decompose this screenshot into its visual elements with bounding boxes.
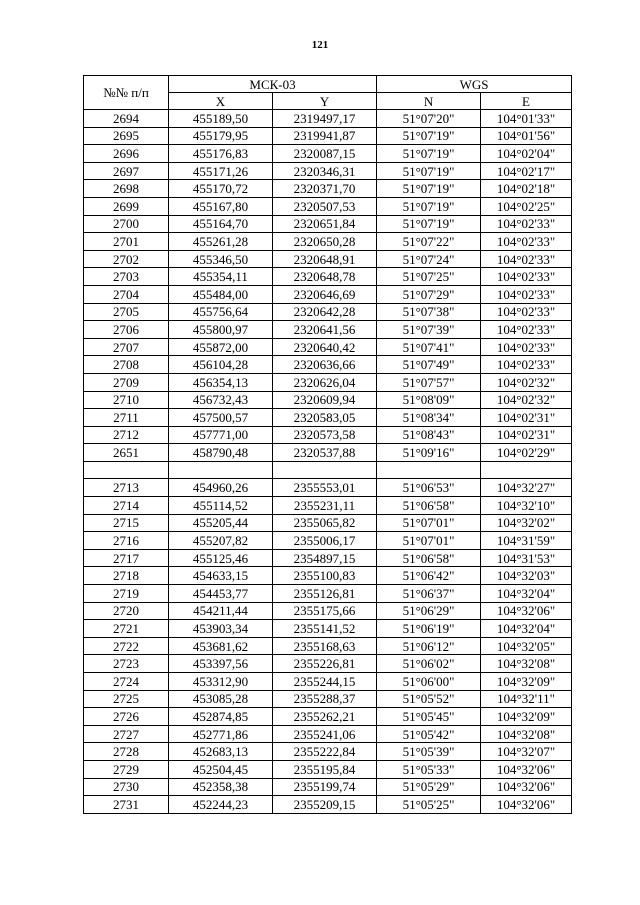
cell-e: 104°02'32": [481, 373, 572, 391]
cell-e: 104°02'33": [481, 233, 572, 251]
cell-number: 2700: [84, 215, 169, 233]
cell-n: 51°07'19": [377, 162, 481, 180]
cell-x: 453397,56: [169, 655, 273, 673]
table-row: [84, 602, 572, 620]
cell-e: 104°32'07": [481, 743, 572, 761]
cell-y: 2355262,21: [273, 708, 377, 726]
cell-e: 104°32'06": [481, 796, 572, 814]
cell-n: 51°07'22": [377, 233, 481, 251]
cell-number: 2697: [84, 162, 169, 180]
header-e: E: [481, 93, 572, 110]
cell-y: 2355199,74: [273, 778, 377, 796]
table-row: [84, 321, 572, 339]
cell-n: 51°07'38": [377, 303, 481, 321]
table-row: [84, 637, 572, 655]
cell-x: 454960,26: [169, 479, 273, 497]
cell-n: 51°07'24": [377, 250, 481, 268]
cell-y: 2320537,88: [273, 444, 377, 462]
cell-e: 104°02'33": [481, 321, 572, 339]
cell-number: 2730: [84, 778, 169, 796]
cell-x: 455179,95: [169, 127, 273, 145]
table-row: [84, 268, 572, 286]
cell-y: 2320636,66: [273, 356, 377, 374]
cell-y: 2355222,84: [273, 743, 377, 761]
table-row: [84, 250, 572, 268]
cell-n: 51°07'01": [377, 514, 481, 532]
cell-x: 456354,13: [169, 373, 273, 391]
cell-n: 51°07'41": [377, 338, 481, 356]
cell-y: 2320346,31: [273, 162, 377, 180]
cell-n: 51°07'19": [377, 180, 481, 198]
cell-y: 2320087,15: [273, 145, 377, 163]
table-row: [84, 479, 572, 497]
cell-e: 104°02'18": [481, 180, 572, 198]
cell-y: 2354897,15: [273, 549, 377, 567]
cell-number: 2718: [84, 567, 169, 585]
cell-n: 51°06'58": [377, 497, 481, 515]
cell-y: 2320626,04: [273, 373, 377, 391]
cell-n: 51°06'37": [377, 585, 481, 603]
cell-n: 51°06'12": [377, 637, 481, 655]
cell-e: 104°32'02": [481, 514, 572, 532]
cell-x: 455125,46: [169, 549, 273, 567]
cell-n: 51°07'25": [377, 268, 481, 286]
cell-number: 2711: [84, 409, 169, 427]
cell-y: 2320507,53: [273, 197, 377, 215]
cell-n: 51°05'29": [377, 778, 481, 796]
cell-number: 2721: [84, 620, 169, 638]
cell-y: 2320648,91: [273, 250, 377, 268]
cell-number: 2706: [84, 321, 169, 339]
cell-n: 51°06'02": [377, 655, 481, 673]
cell-e: 104°02'33": [481, 338, 572, 356]
cell-y: 2320646,69: [273, 285, 377, 303]
table-row: [84, 743, 572, 761]
cell-e: 104°02'17": [481, 162, 572, 180]
cell-number: 2720: [84, 602, 169, 620]
cell-n: 51°05'25": [377, 796, 481, 814]
cell-number: 2724: [84, 673, 169, 691]
cell-number: 2710: [84, 391, 169, 409]
table-row: [84, 444, 572, 462]
cell-x: 456104,28: [169, 356, 273, 374]
cell-x: 455484,00: [169, 285, 273, 303]
cell-y: 2320371,70: [273, 180, 377, 198]
cell-n: 51°05'45": [377, 708, 481, 726]
table-row: [84, 778, 572, 796]
cell-y: 2319497,17: [273, 110, 377, 128]
cell-x: 455756,64: [169, 303, 273, 321]
table-header: [84, 76, 572, 110]
cell-y: 2355553,01: [273, 479, 377, 497]
cell-n: 51°05'39": [377, 743, 481, 761]
table-row: [84, 233, 572, 251]
cell-e: 104°02'31": [481, 426, 572, 444]
cell-x: 455800,97: [169, 321, 273, 339]
cell-number: 2698: [84, 180, 169, 198]
cell-number: 2709: [84, 373, 169, 391]
cell-e: 104°02'33": [481, 250, 572, 268]
cell-y: 2355244,15: [273, 673, 377, 691]
cell-number: [84, 461, 169, 479]
table-row: [84, 673, 572, 691]
cell-number: 2694: [84, 110, 169, 128]
header-y: Y: [273, 93, 377, 110]
cell-number: 2726: [84, 708, 169, 726]
cell-n: 51°06'19": [377, 620, 481, 638]
cell-e: 104°02'25": [481, 197, 572, 215]
cell-x: 455176,83: [169, 145, 273, 163]
cell-y: 2320648,78: [273, 268, 377, 286]
cell-x: 453681,62: [169, 637, 273, 655]
cell-e: 104°02'33": [481, 285, 572, 303]
cell-e: 104°32'03": [481, 567, 572, 585]
cell-number: 2695: [84, 127, 169, 145]
cell-n: 51°07'57": [377, 373, 481, 391]
cell-y: 2320583,05: [273, 409, 377, 427]
cell-y: 2355006,17: [273, 532, 377, 550]
cell-n: 51°08'09": [377, 391, 481, 409]
cell-y: 2320641,56: [273, 321, 377, 339]
cell-y: 2355168,63: [273, 637, 377, 655]
cell-n: 51°08'43": [377, 426, 481, 444]
cell-x: 455207,82: [169, 532, 273, 550]
cell-number: 2651: [84, 444, 169, 462]
cell-x: 454453,77: [169, 585, 273, 603]
table-row: [84, 514, 572, 532]
cell-e: 104°32'06": [481, 602, 572, 620]
cell-e: 104°32'11": [481, 690, 572, 708]
cell-n: 51°06'00": [377, 673, 481, 691]
coordinates-table: [83, 75, 572, 814]
cell-e: 104°02'33": [481, 303, 572, 321]
cell-y: 2355209,15: [273, 796, 377, 814]
cell-e: 104°31'53": [481, 549, 572, 567]
table-row: [84, 461, 572, 479]
table-row: [84, 655, 572, 673]
header-msk-group: МСК-03: [169, 76, 377, 93]
cell-x: 455205,44: [169, 514, 273, 532]
cell-number: 2722: [84, 637, 169, 655]
table-row: [84, 532, 572, 550]
cell-number: 2712: [84, 426, 169, 444]
cell-n: 51°05'42": [377, 725, 481, 743]
cell-number: 2729: [84, 760, 169, 778]
cell-y: 2320642,28: [273, 303, 377, 321]
table-row: [84, 127, 572, 145]
cell-x: 455114,52: [169, 497, 273, 515]
cell-x: 454633,15: [169, 567, 273, 585]
cell-e: 104°32'04": [481, 620, 572, 638]
cell-number: 2728: [84, 743, 169, 761]
cell-number: 2696: [84, 145, 169, 163]
cell-x: 453312,90: [169, 673, 273, 691]
cell-x: 455872,00: [169, 338, 273, 356]
cell-n: 51°06'29": [377, 602, 481, 620]
cell-y: 2355100,83: [273, 567, 377, 585]
cell-e: 104°01'56": [481, 127, 572, 145]
cell-n: 51°07'39": [377, 321, 481, 339]
table-row: [84, 620, 572, 638]
table-row: [84, 725, 572, 743]
cell-e: [481, 461, 572, 479]
cell-y: 2355288,37: [273, 690, 377, 708]
cell-x: 453903,34: [169, 620, 273, 638]
cell-number: 2727: [84, 725, 169, 743]
table-row: [84, 110, 572, 128]
header-x: X: [169, 93, 273, 110]
cell-number: 2708: [84, 356, 169, 374]
cell-number: 2719: [84, 585, 169, 603]
cell-e: 104°02'33": [481, 356, 572, 374]
cell-n: 51°07'49": [377, 356, 481, 374]
cell-x: 457500,57: [169, 409, 273, 427]
cell-x: 456732,43: [169, 391, 273, 409]
cell-number: 2713: [84, 479, 169, 497]
cell-x: 455261,28: [169, 233, 273, 251]
cell-n: 51°07'19": [377, 215, 481, 233]
table-row: [84, 197, 572, 215]
table-row: [84, 303, 572, 321]
cell-x: 455346,50: [169, 250, 273, 268]
cell-n: 51°06'42": [377, 567, 481, 585]
cell-x: 452504,45: [169, 760, 273, 778]
cell-e: 104°02'33": [481, 268, 572, 286]
cell-y: 2320651,84: [273, 215, 377, 233]
table-row: [84, 145, 572, 163]
cell-n: 51°05'52": [377, 690, 481, 708]
cell-e: 104°31'59": [481, 532, 572, 550]
cell-e: 104°32'10": [481, 497, 572, 515]
cell-e: 104°32'04": [481, 585, 572, 603]
cell-x: 452771,86: [169, 725, 273, 743]
cell-number: 2699: [84, 197, 169, 215]
cell-number: 2714: [84, 497, 169, 515]
cell-e: 104°02'32": [481, 391, 572, 409]
cell-number: 2702: [84, 250, 169, 268]
table-row: [84, 796, 572, 814]
cell-n: [377, 461, 481, 479]
table-row: [84, 338, 572, 356]
cell-number: 2731: [84, 796, 169, 814]
cell-y: 2355141,52: [273, 620, 377, 638]
table-row: [84, 162, 572, 180]
table-row: [84, 356, 572, 374]
cell-n: 51°08'34": [377, 409, 481, 427]
cell-y: 2320650,28: [273, 233, 377, 251]
cell-x: 454211,44: [169, 602, 273, 620]
table-row: [84, 180, 572, 198]
table-body: [84, 110, 572, 814]
cell-y: 2355126,81: [273, 585, 377, 603]
cell-x: [169, 461, 273, 479]
cell-number: 2707: [84, 338, 169, 356]
table-row: [84, 585, 572, 603]
cell-number: 2705: [84, 303, 169, 321]
cell-number: 2725: [84, 690, 169, 708]
cell-x: 452358,38: [169, 778, 273, 796]
cell-y: 2355175,66: [273, 602, 377, 620]
cell-number: 2701: [84, 233, 169, 251]
cell-e: 104°32'09": [481, 708, 572, 726]
cell-n: 51°07'29": [377, 285, 481, 303]
cell-n: 51°06'53": [377, 479, 481, 497]
cell-e: 104°32'05": [481, 637, 572, 655]
table-row: [84, 215, 572, 233]
cell-number: 2703: [84, 268, 169, 286]
cell-x: 455164,70: [169, 215, 273, 233]
cell-n: 51°07'20": [377, 110, 481, 128]
cell-number: 2716: [84, 532, 169, 550]
header-number: №№ п/п: [84, 76, 169, 110]
table-row: [84, 567, 572, 585]
cell-y: 2355241,06: [273, 725, 377, 743]
table-row: [84, 373, 572, 391]
cell-x: 452244,23: [169, 796, 273, 814]
cell-x: 455354,11: [169, 268, 273, 286]
table-row: [84, 285, 572, 303]
cell-e: 104°02'04": [481, 145, 572, 163]
cell-n: 51°05'33": [377, 760, 481, 778]
cell-e: 104°32'27": [481, 479, 572, 497]
table-row: [84, 549, 572, 567]
cell-n: 51°07'01": [377, 532, 481, 550]
cell-e: 104°32'08": [481, 725, 572, 743]
header-wgs-group: WGS: [377, 76, 572, 93]
cell-n: 51°06'58": [377, 549, 481, 567]
cell-x: 455170,72: [169, 180, 273, 198]
cell-y: 2320609,94: [273, 391, 377, 409]
cell-y: [273, 461, 377, 479]
cell-y: 2355195,84: [273, 760, 377, 778]
table-row: [84, 426, 572, 444]
cell-number: 2717: [84, 549, 169, 567]
cell-number: 2715: [84, 514, 169, 532]
cell-y: 2355065,82: [273, 514, 377, 532]
cell-x: 455171,26: [169, 162, 273, 180]
cell-y: 2320640,42: [273, 338, 377, 356]
cell-e: 104°32'09": [481, 673, 572, 691]
cell-number: 2704: [84, 285, 169, 303]
cell-e: 104°02'31": [481, 409, 572, 427]
cell-e: 104°02'29": [481, 444, 572, 462]
cell-y: 2319941,87: [273, 127, 377, 145]
cell-n: 51°09'16": [377, 444, 481, 462]
header-n: N: [377, 93, 481, 110]
table-row: [84, 409, 572, 427]
table-row: [84, 760, 572, 778]
table-row: [84, 708, 572, 726]
table-row: [84, 497, 572, 515]
cell-e: 104°32'06": [481, 760, 572, 778]
cell-x: 452683,13: [169, 743, 273, 761]
cell-n: 51°07'19": [377, 145, 481, 163]
cell-e: 104°32'08": [481, 655, 572, 673]
page-number: 121: [311, 39, 329, 51]
cell-x: 453085,28: [169, 690, 273, 708]
cell-n: 51°07'19": [377, 197, 481, 215]
cell-e: 104°01'33": [481, 110, 572, 128]
cell-y: 2355231,11: [273, 497, 377, 515]
cell-y: 2320573,58: [273, 426, 377, 444]
cell-x: 457771,00: [169, 426, 273, 444]
cell-x: 452874,85: [169, 708, 273, 726]
cell-number: 2723: [84, 655, 169, 673]
cell-y: 2355226,81: [273, 655, 377, 673]
cell-e: 104°32'06": [481, 778, 572, 796]
cell-x: 455189,50: [169, 110, 273, 128]
cell-e: 104°02'33": [481, 215, 572, 233]
cell-x: 455167,80: [169, 197, 273, 215]
table-row: [84, 690, 572, 708]
cell-x: 458790,48: [169, 444, 273, 462]
cell-n: 51°07'19": [377, 127, 481, 145]
table-row: [84, 391, 572, 409]
